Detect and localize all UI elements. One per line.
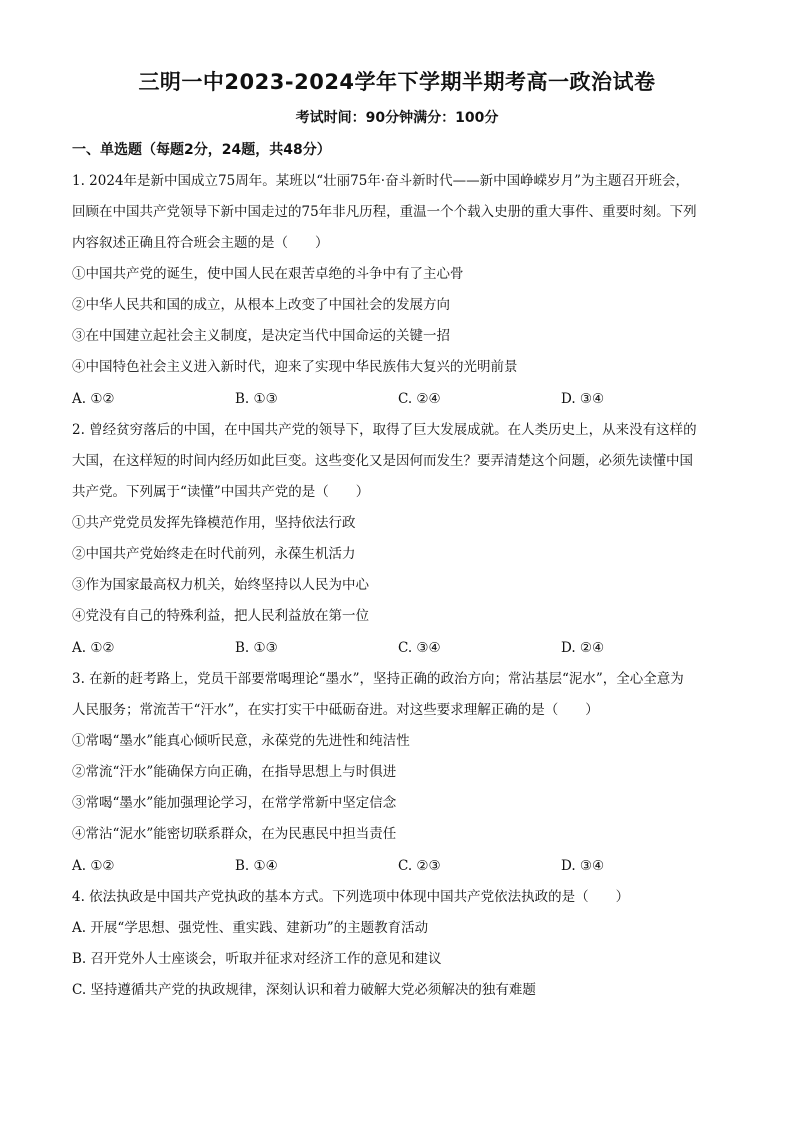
q1-option-c: C. ②④ (398, 391, 441, 407)
q1-stem-line-2: 回顾在中国共产党领导下新中国走过的75年非凡历程，重温一个个载入史册的重大事件、重要时刻。下列 (72, 204, 697, 220)
q2-option-c: C. ③④ (398, 640, 441, 656)
q1-option-d: D. ③④ (561, 391, 605, 407)
q2-stem-line-2: 大国，在这样短的时间内经历如此巨变。这些变化又是因何而发生？要弄清楚这个问题，必须先读懂中国 (72, 453, 693, 469)
q3-item-1: ①常喝“墨水”能真心倾听民意，永葆党的先进性和纯洁性 (72, 733, 410, 749)
q2-item-3: ③作为国家最高权力机关，始终坚持以人民为中心 (72, 577, 369, 593)
q4-choice-c: C. 坚持遵循共产党的执政规律，深刻认识和着力破解大党必须解决的独有难题 (72, 982, 536, 998)
q3-item-4: ④常沾“泥水”能密切联系群众，在为民惠民中担当责任 (72, 826, 397, 842)
q1-option-b: B. ①③ (235, 391, 278, 407)
q2-stem-line-1: 2. 曾经贫穷落后的中国，在中国共产党的领导下，取得了巨大发展成就。在人类历史上，从来没有这样的 (72, 422, 697, 438)
q4-choice-a: A. 开展“学思想、强党性、重实践、建新功”的主题教育活动 (72, 920, 429, 936)
q2-item-2: ②中国共产党始终走在时代前列，永葆生机活力 (72, 546, 356, 562)
q2-option-a: A. ①② (72, 640, 115, 656)
q1-item-4: ④中国特色社会主义进入新时代，迎来了实现中华民族伟大复兴的光明前景 (72, 359, 518, 375)
q3-stem-line-2: 人民服务；常流苦干“汗水”，在实打实干中砥砺奋进。对这些要求理解正确的是（ ） (72, 702, 599, 718)
q1-item-3: ③在中国建立起社会主义制度，是决定当代中国命运的关键一招 (72, 328, 450, 344)
q3-option-b: B. ①④ (235, 858, 278, 874)
q3-option-a: A. ①② (72, 858, 115, 874)
q3-stem-line-1: 3. 在新的赶考路上，党员干部要常喝理论“墨水”，坚持正确的政治方向；常沾基层“泥水”，全心全意为 (72, 671, 684, 687)
q1-option-a: A. ①② (72, 391, 115, 407)
q2-option-d: D. ②④ (561, 640, 605, 656)
q3-item-3: ③常喝“墨水”能加强理论学习，在常学常新中坚定信念 (72, 795, 397, 811)
q2-options (72, 638, 732, 658)
q3-option-c: C. ②③ (398, 858, 441, 874)
q1-item-1: ①中国共产党的诞生，使中国人民在艰苦卓绝的斗争中有了主心骨 (72, 266, 464, 282)
q3-item-2: ②常流“汗水”能确保方向正确，在指导思想上与时俱进 (72, 764, 397, 780)
q1-options (72, 389, 732, 409)
q2-option-b: B. ①③ (235, 640, 278, 656)
q2-stem-line-3: 共产党。下列属于“读懂”中国共产党的是（ ） (72, 484, 370, 500)
q3-options (72, 856, 732, 876)
section-heading: 一、单选题（每题2分，24题，共48分） (72, 142, 331, 158)
q1-stem-line-1: 1. 2024年是新中国成立75周年。某班以“壮丽75年·奋斗新时代——新中国峥嵘岁月”为主题召开班会， (72, 173, 689, 189)
q2-item-1: ①共产党党员发挥先锋模范作用，坚持依法行政 (72, 515, 356, 531)
q1-item-2: ②中华人民共和国的成立，从根本上改变了中国社会的发展方向 (72, 297, 450, 313)
q4-choice-b: B. 召开党外人士座谈会，听取并征求对经济工作的意见和建议 (72, 951, 442, 967)
q4-stem-line-1: 4. 依法执政是中国共产党执政的基本方式。下列选项中体现中国共产党依法执政的是（ ） (72, 889, 630, 905)
exam-info: 考试时间：90分钟满分：100分 (295, 110, 499, 126)
q3-option-d: D. ③④ (561, 858, 605, 874)
q2-item-4: ④党没有自己的特殊利益，把人民利益放在第一位 (72, 608, 369, 624)
exam-title: 三明一中2023-2024学年下学期半期考高一政治试卷 (138, 70, 656, 94)
q1-stem-line-3: 内容叙述正确且符合班会主题的是（ ） (72, 235, 329, 251)
